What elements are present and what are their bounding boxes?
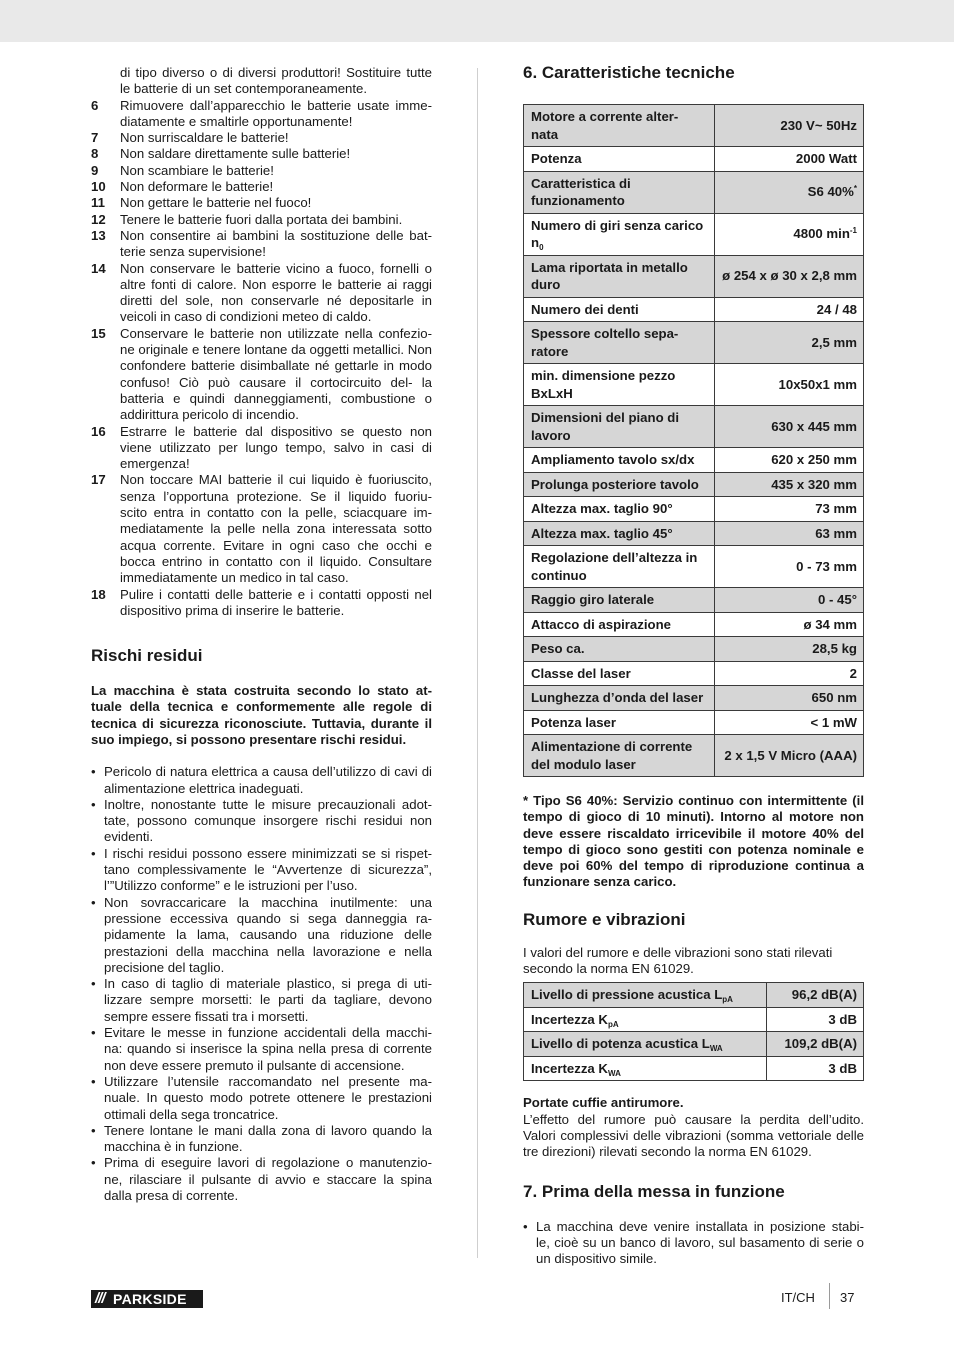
item-number: 10: [91, 179, 106, 195]
noise-label-text: Livello di pressione acustica L: [531, 987, 723, 1003]
list-item: [91, 472, 432, 586]
item-text: Rimuovere dall’apparecchio le batterie usate imme- diatamente e smaltirle opportunamente!: [120, 97, 432, 129]
spec-value: 2 x 1,5 V Micro (AAA): [715, 735, 864, 777]
rischi-list: [91, 764, 432, 1204]
spec-label: Peso ca.: [524, 637, 715, 662]
spec-label: Numero dei denti: [524, 297, 715, 322]
list-item: [91, 261, 432, 326]
list-item: • Utilizzare l’utensile raccomandato nel presente ma- nuale. In questo modo potrete ottenere le prestazioni ottimali della sega troncatrice.: [91, 1074, 432, 1123]
spec-value: [715, 171, 864, 213]
right-column: [523, 62, 864, 1267]
logo-text: PARKSIDE: [113, 1291, 187, 1307]
spec-value-sup: -1: [849, 226, 857, 236]
noise-label-sub: WA: [709, 1044, 723, 1054]
table-row: [524, 406, 864, 448]
spec-label: Lunghezza d’onda del laser: [524, 686, 715, 711]
item-text: Non conservare le batterie vicino a fuoco, fornelli o altre fonti di calore. Non esporre le batterie ai raggi diretti del sole, non conservarle né depositarle in veicoli in caso di condizioni meteo di caldo.: [120, 260, 432, 325]
item-number: 17: [91, 472, 106, 488]
spec-label: Spessore coltello sepa- ratore: [524, 322, 715, 364]
spec-value: 630 x 445 mm: [715, 406, 864, 448]
table-row: [524, 612, 864, 637]
rischi-intro: La macchina è stata costruita secondo lo stato at- tuale della tecnica e conformemente alle regole di tecnica di sicurezza riconosciute. Tuttavia, durante il suo impiego, si possono presentare rischi residui.: [91, 683, 432, 747]
spec-label: Potenza laser: [524, 710, 715, 735]
list-item: • Tenere lontane le mani dalla zona di lavoro quando la macchina è in funzione.: [91, 1123, 432, 1156]
list-continuation: di tipo diverso o di diversi produttori! Sostituire tutte le batterie di un set contemporaneamente.: [120, 65, 432, 97]
item-number: 14: [91, 260, 106, 276]
table-row: [524, 661, 864, 686]
list-item: • Evitare le messe in funzione accidentali della macchi- na: quando si inserisce la spina nella presa di corrente non deve essere premuto il pulsante di accensione.: [91, 1025, 432, 1074]
spec-value: < 1 mW: [715, 710, 864, 735]
spec-value-text: S6 40%: [807, 184, 854, 200]
spec-value-sup: *: [853, 184, 857, 194]
spec-label: Lama riportata in metallo duro: [524, 255, 715, 297]
table-row: [524, 497, 864, 522]
spec-value-text: 4800 min: [793, 226, 850, 242]
spec-label: Dimensioni del piano di lavoro: [524, 406, 715, 448]
spec-value: 63 mm: [715, 521, 864, 546]
item-text: Non toccare MAI batterie il cui liquido è fuoriuscito, senza l’opportuna protezione. Se il liquido fuoriu- scito entra in contatto con la pelle, sciacquare im- mediatamente la pelle nella zona interessata sotto acqua corrente. Evitare in ogni caso che occhi e bocca entrino in contatto con il liquido. Consultare immediatamente un medico in tal caso.: [120, 472, 432, 586]
list-item: • Non sovraccaricare la macchina inutilmente: una pressione eccessiva quando si sega danneggia ra- pidamente la lama, causando una riduzione delle prestazioni della macchina nella lavorazione e nella precisione del taglio.: [91, 895, 432, 976]
page-number: 37: [840, 1290, 855, 1305]
item-text: Non scambiare le batterie!: [120, 162, 274, 178]
table-row: [524, 1056, 864, 1081]
section-title-specs: 6. Caratteristiche tecniche: [523, 63, 735, 82]
table-row: [524, 1032, 864, 1057]
table-row: [524, 322, 864, 364]
list-item: • Pericolo di natura elettrica a causa dell’utilizzo di cavi di alimentazione elettrica inadeguati.: [91, 764, 432, 797]
spec-value: 73 mm: [715, 497, 864, 522]
spec-value: 0 - 45°: [715, 588, 864, 613]
list-item: [91, 195, 432, 211]
noise-label: [524, 1032, 767, 1057]
spec-footnote: * Tipo S6 40%: Servizio continuo con intermittente (il tempo di gioco di 10 minuti). Intorno al motore non deve essere riscaldato irricevibile il motore 40% del tempo di gioco sono gestiti con potenza nominale e deve poi 60% del tempo di riproduzione continua a funzionare senza carico.: [523, 793, 864, 890]
table-row: [524, 521, 864, 546]
spec-value: 0 - 73 mm: [715, 546, 864, 588]
table-row: [524, 686, 864, 711]
section-title-noise: Rumore e vibrazioni: [523, 909, 686, 929]
table-row: [524, 255, 864, 297]
list-item: • Prima di eseguire lavori di regolazione o manutenzio- ne, rilasciare il pulsante di avvio e staccare la spina dalla presa di corrente.: [91, 1155, 432, 1204]
list-item: • In caso di taglio di materiale plastico, si prega di uti- lizzare sempre morsetti: le parti da tagliare, devono sempre essere fissati tra i morsetti.: [91, 976, 432, 1025]
item-number: 16: [91, 423, 106, 439]
item-text: Non deformare le batterie!: [120, 179, 274, 195]
spec-table: [523, 104, 864, 777]
spec-label: Raggio giro laterale: [524, 588, 715, 613]
item-text: Conservare le batterie non utilizzate nella confezio- ne originale e tenere lontane da oggetti metallici. Non confondere batterie disimballate né gettarle in modo confuso! Ciò può causare il cortocircuito del- la batteria e quindi danneggiamenti, combustione o addirittura pericolo di incendio.: [120, 325, 432, 423]
list-item: [91, 212, 432, 228]
table-row: [524, 983, 864, 1008]
spec-value: 230 V~ 50Hz: [715, 105, 864, 147]
spec-value: 650 nm: [715, 686, 864, 711]
table-row: [524, 546, 864, 588]
spec-value: ø 34 mm: [715, 612, 864, 637]
left-column: [91, 65, 432, 1204]
spec-label: Regolazione dell’altezza in continuo: [524, 546, 715, 588]
noise-label-sub: WA: [607, 1068, 621, 1078]
spec-label: Altezza max. taglio 90°: [524, 497, 715, 522]
battery-list: [91, 98, 432, 620]
noise-label-sub: pA: [722, 995, 733, 1005]
spec-label-sub: 0: [539, 243, 544, 252]
table-row: [524, 472, 864, 497]
noise-warning: Portate cuffie antirumore.: [523, 1095, 684, 1111]
table-row: [524, 1007, 864, 1032]
spec-value: 24 / 48: [715, 297, 864, 322]
noise-value: 109,2 dB(A): [766, 1032, 863, 1057]
list-item: [91, 146, 432, 162]
list-item: [91, 587, 432, 620]
item-number: 8: [91, 146, 99, 162]
spec-label: Potenza: [524, 147, 715, 172]
spec-label: Motore a corrente alter- nata: [524, 105, 715, 147]
table-row: [524, 588, 864, 613]
item-number: 13: [91, 227, 106, 243]
section-title-rischi: Rischi residui: [91, 646, 203, 666]
language-code: IT/CH: [781, 1290, 815, 1305]
noise-value: 3 dB: [766, 1007, 863, 1032]
noise-table: [523, 982, 864, 1081]
column-divider: [477, 68, 478, 1258]
spec-value: 28,5 kg: [715, 637, 864, 662]
table-row: [524, 171, 864, 213]
spec-value: 620 x 250 mm: [715, 448, 864, 473]
spec-label: Altezza max. taglio 45°: [524, 521, 715, 546]
list-item: [91, 424, 432, 473]
noise-value: 3 dB: [766, 1056, 863, 1081]
table-row: [524, 710, 864, 735]
noise-intro: I valori del rumore e delle vibrazioni sono stati rilevati secondo la norma EN 61029.: [523, 944, 833, 977]
table-row: [524, 147, 864, 172]
noise-label-text: Incertezza K: [531, 1011, 608, 1027]
spec-value: 435 x 320 mm: [715, 472, 864, 497]
item-number: 9: [91, 162, 99, 178]
spec-label-text: Numero di giri senza carico n: [531, 217, 704, 250]
footer-divider: [829, 1283, 830, 1309]
noise-label: [524, 1007, 767, 1032]
item-text: Non gettare le batterie nel fuoco!: [120, 195, 312, 211]
spec-value: [715, 213, 864, 255]
noise-label: [524, 1056, 767, 1081]
list-item: [91, 179, 432, 195]
noise-text: L’effetto del rumore può causare la perdita dell’udito. Valori complessivi delle vibrazioni (somma vettoriale delle tre direzioni) rilevati secondo la norma EN 61029.: [523, 1111, 864, 1160]
item-text: Tenere le batterie fuori dalla portata dei bambini.: [120, 211, 403, 227]
logo-stripes: ///: [95, 1290, 105, 1307]
spec-value: 2000 Watt: [715, 147, 864, 172]
item-text: Pulire i contatti delle batterie e i contatti opposti nel dispositivo prima di inserire le batterie.: [120, 586, 432, 618]
spec-value: 2,5 mm: [715, 322, 864, 364]
noise-label: [524, 983, 767, 1008]
item-text: Non saldare direttamente sulle batterie!: [120, 146, 351, 162]
list-item: • I rischi residui possono essere minimizzati se si rispet- tano complessivamente le “Avvertenze di sicurezza”, l’”Utilizzo conforme” e le istruzioni per l’uso.: [91, 846, 432, 895]
item-text: Estrarre le batterie dal dispositivo se questo non viene utilizzato per lungo tempo, salvo in casi di emergenza!: [120, 423, 432, 472]
table-row: [524, 105, 864, 147]
list-item: • La macchina deve venire installata in posizione stabi- le, cioè su un banco di lavoro, sul basamento di serie o un dispositivo simile.: [523, 1219, 864, 1268]
spec-value: 10x50x1 mm: [715, 364, 864, 406]
noise-value: 96,2 dB(A): [766, 983, 863, 1008]
item-number: 7: [91, 130, 99, 146]
list-item: [91, 163, 432, 179]
table-row: [524, 735, 864, 777]
start-list: [523, 1219, 864, 1268]
item-text: Non surriscaldare le batterie!: [120, 130, 289, 146]
noise-label-text: Livello di potenza acustica L: [531, 1036, 710, 1052]
spec-label: Prolunga posteriore tavolo: [524, 472, 715, 497]
list-item: • Inoltre, nonostante tutte le misure precauzionali adot- tate, possono comunque insorgere rischi residui non evidenti.: [91, 797, 432, 846]
spec-value: 2: [715, 661, 864, 686]
item-number: 6: [91, 97, 99, 113]
spec-label: Alimentazione di corrente del modulo laser: [524, 735, 715, 777]
item-number: 15: [91, 325, 106, 341]
spec-value: ø 254 x ø 30 x 2,8 mm: [715, 255, 864, 297]
item-number: 12: [91, 211, 106, 227]
top-header-band: [0, 0, 954, 42]
table-row: [524, 637, 864, 662]
parkside-logo: [91, 1290, 203, 1308]
list-item: [91, 326, 432, 424]
item-text: Non consentire ai bambini la sostituzione delle bat- terie senza supervisione!: [120, 227, 432, 260]
table-row: [524, 297, 864, 322]
spec-label: Attacco di aspirazione: [524, 612, 715, 637]
noise-label-text: Incertezza K: [531, 1060, 608, 1076]
noise-label-sub: pA: [607, 1019, 619, 1029]
spec-label: [524, 213, 715, 255]
table-row: [524, 364, 864, 406]
spec-label: Classe del laser: [524, 661, 715, 686]
item-number: 18: [91, 586, 106, 602]
item-number: 11: [91, 195, 105, 211]
spec-label: Caratteristica di funzionamento: [524, 171, 715, 213]
spec-label: min. dimensione pezzo BxLxH: [524, 364, 715, 406]
list-item: [91, 228, 432, 261]
list-item: [91, 98, 432, 131]
table-row: [524, 448, 864, 473]
section-title-start: 7. Prima della messa in funzione: [523, 1181, 785, 1201]
spec-label: Ampliamento tavolo sx/dx: [524, 448, 715, 473]
table-row: [524, 213, 864, 255]
list-item: [91, 130, 432, 146]
